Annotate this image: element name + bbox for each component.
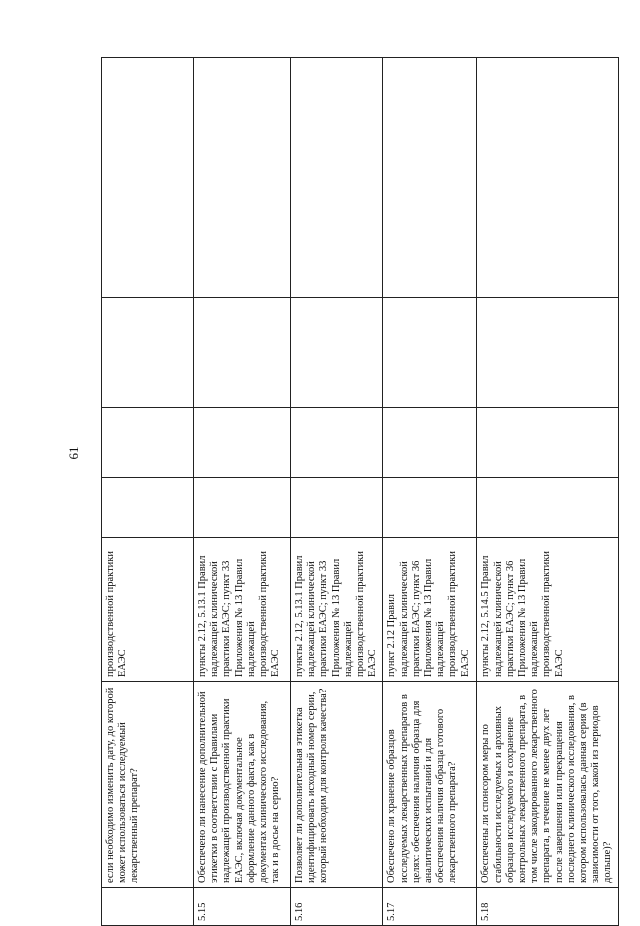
answer-na-cell <box>291 298 383 408</box>
answer-yes-cell <box>477 478 618 538</box>
table-row <box>383 58 477 926</box>
question-cell: Обеспечены ли спонсором меры по стабильности исследуемых и архивных образцов исследуемого и сохранение контрольных лекарственного препарата, в том числе закодированного лекарственного препарата, в течение не менее двух лет после завершения или прекращения последнего клинического исследования, в котором использовалась данная серия (в зависимости от того, какой из периодов дольше)? <box>477 682 618 888</box>
answer-no-cell <box>477 408 618 478</box>
answer-na-cell <box>102 298 194 408</box>
question-cell: если необходимо изменить дату, до которой может использоваться исследуемый лекарственный препарат? <box>102 682 194 888</box>
remarks-cell <box>102 58 194 298</box>
answer-na-cell <box>477 298 618 408</box>
row-number: 5.16 <box>291 888 383 926</box>
answer-yes-cell <box>102 478 194 538</box>
table-row <box>291 58 383 926</box>
question-cell: Обеспечено ли хранение образцов исследуемых лекарственных препаратов в целях: обеспечения наличия образца для аналитических испытаний и для обеспечения наличия образца готового лекарственного препарата? <box>383 682 477 888</box>
reference-cell: пункты 2.12, 5.13.1 Правил надлежащей клинической практики ЕАЭС; пункт 33 Приложения № 13 Правил надлежащей производственной практики ЕАЭС <box>194 538 291 682</box>
answer-na-cell <box>383 298 477 408</box>
answer-yes-cell <box>291 478 383 538</box>
row-number: 5.17 <box>383 888 477 926</box>
page-number: 61 <box>66 446 81 460</box>
question-cell: Обеспечено ли нанесение дополнительной этикетки в соответствии с Правилами надлежащей производственной практики ЕАЭС, включая документальное оформление данного факта, как в документах клинического исследования, так и в досье на серию? <box>194 682 291 888</box>
answer-yes-cell <box>383 478 477 538</box>
answer-yes-cell <box>194 478 291 538</box>
reference-cell: пункт 2.12 Правил надлежащей клинической практики ЕАЭС; пункт 36 Приложения № 13 Правил надлежащей производственной практики ЕАЭС <box>383 538 477 682</box>
remarks-cell <box>194 58 291 298</box>
remarks-cell <box>291 58 383 298</box>
answer-no-cell <box>194 408 291 478</box>
remarks-cell <box>383 58 477 298</box>
table-row <box>477 58 618 926</box>
remarks-cell <box>477 58 618 298</box>
table-row <box>102 58 194 926</box>
reference-cell: пункты 2.12, 5.13.1 Правил надлежащей клинической практики ЕАЭС; пункт 33 Приложения № 13 Правил надлежащей производственной практики ЕАЭС <box>291 538 383 682</box>
answer-no-cell <box>383 408 477 478</box>
row-number <box>102 888 194 926</box>
reference-cell: производственной практики ЕАЭС <box>102 538 194 682</box>
answer-no-cell <box>291 408 383 478</box>
answer-na-cell <box>194 298 291 408</box>
row-number: 5.18 <box>477 888 618 926</box>
question-cell: Позволяет ли дополнительная этикетка идентифицировать исходный номер серии, который необходим для контроля качества? <box>291 682 383 888</box>
row-number: 5.15 <box>194 888 291 926</box>
reference-cell: пункты 2.12, 5.14.5 Правил надлежащей клинической практики ЕАЭС; пункт 36 Приложения № 13 Правил надлежащей производственной практики ЕАЭС <box>477 538 618 682</box>
table-row <box>194 58 291 926</box>
checklist-table <box>101 58 614 926</box>
answer-no-cell <box>102 408 194 478</box>
